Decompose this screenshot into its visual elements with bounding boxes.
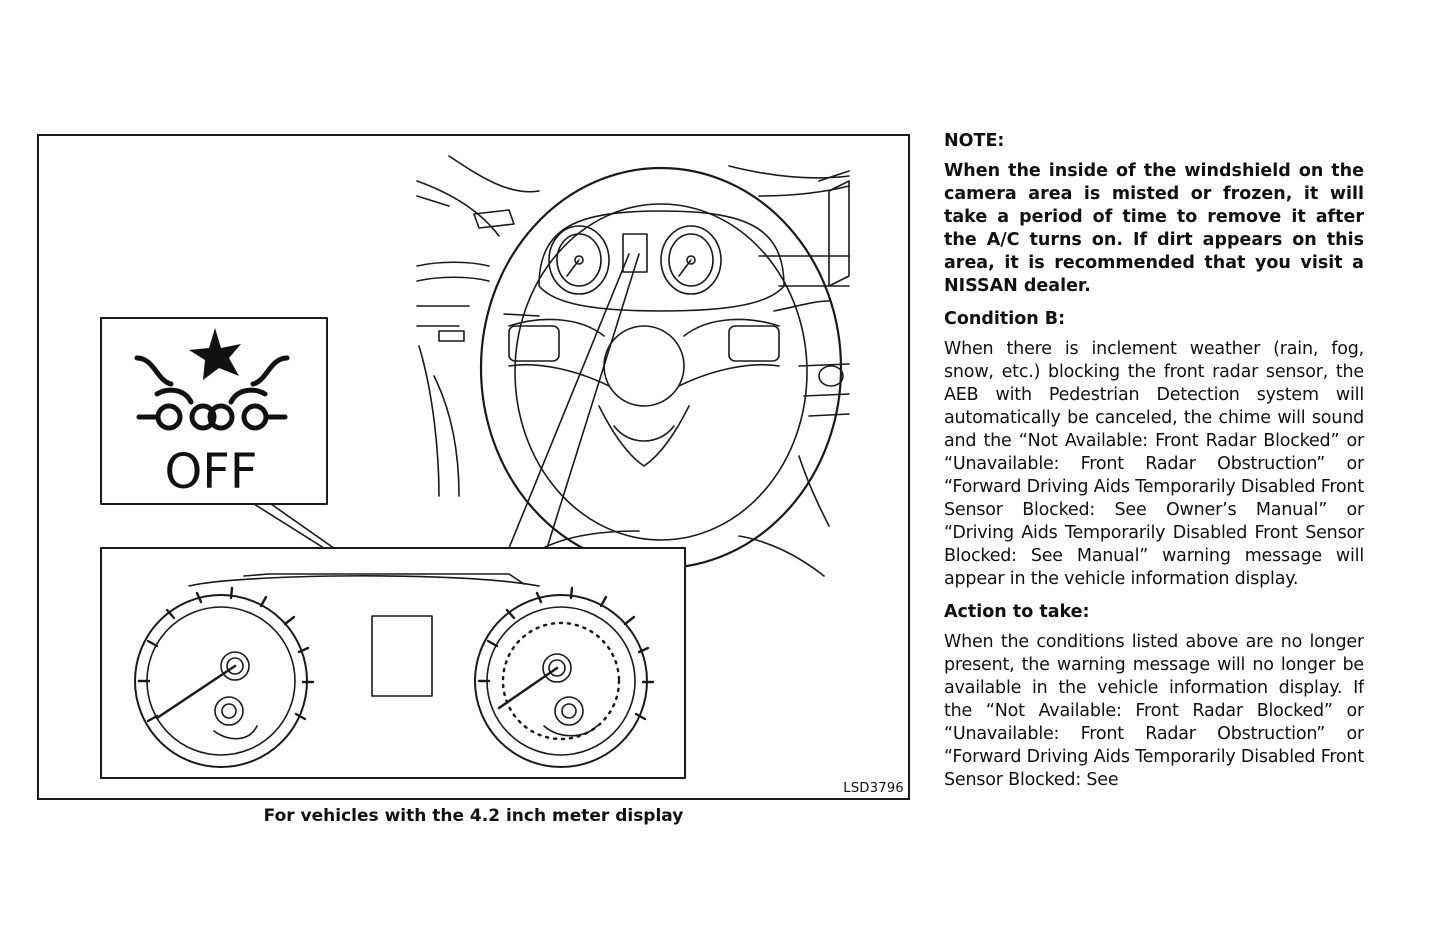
note-heading: NOTE: xyxy=(944,131,1005,151)
condition-b-heading: Condition B: xyxy=(944,309,1066,329)
text-column xyxy=(944,130,1364,802)
action-body: When the conditions listed above are no longer present, the warning message will no longer be available in the vehicle information display. If the “Not Available: Front Radar Blocked” or “Unavailable: Front Radar Obstruction” or “Forward Driving Aids Temporarily Disabled Front Sensor Blocked: See xyxy=(944,632,1364,790)
condition-b-body: When there is inclement weather (rain, fog, snow, etc.) blocking the front radar sensor, the AEB with Pedestrian Detection system will automatically be canceled, the chime will sound and the “Not Available: Front Radar Blocked” or “Unavailable: Front Radar Obstruction” or “Forward Driving Aids Temporarily Disabled Front Sensor Blocked: See Owner’s Manual” or “Driving Aids Temporarily Disabled Front Sensor Blocked: See Manual” warning message will appear in the vehicle information display. xyxy=(944,339,1364,589)
figure-frame xyxy=(37,134,910,800)
figure-code: LSD3796 xyxy=(843,781,904,796)
aeb-off-indicator-text: OFF xyxy=(164,444,258,500)
dashboard-illustration xyxy=(39,136,908,798)
action-heading: Action to take: xyxy=(944,602,1090,622)
note-body: When the inside of the windshield on the camera area is misted or frozen, it will take a period of time to remove it after the A/C turns on. If dirt appears on this area, it is recommended that you visit a NISSAN dealer. xyxy=(944,161,1364,296)
figure-caption: For vehicles with the 4.2 inch meter display xyxy=(263,806,684,826)
